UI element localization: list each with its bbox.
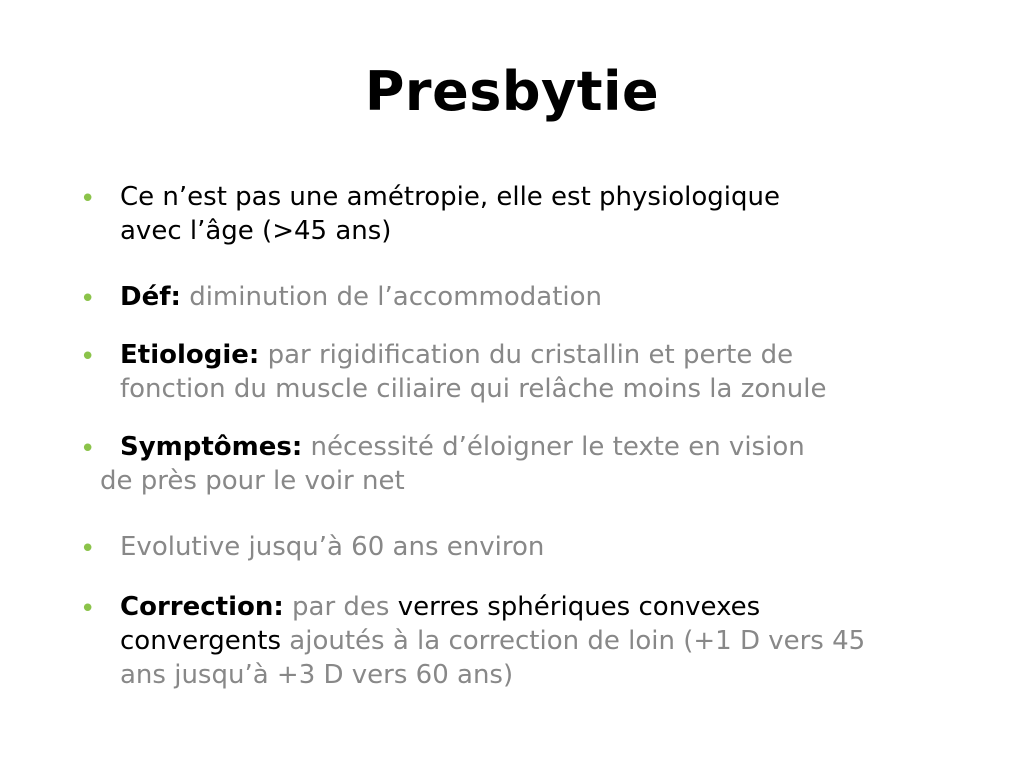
bullet-text: de près pour le voir net — [100, 466, 405, 496]
bullet-text: avec l’âge (>45 ans) — [120, 216, 392, 246]
bullet-text: Evolutive jusqu’à 60 ans environ — [120, 532, 545, 562]
slide-title: Presbytie — [364, 60, 660, 123]
bullet-body — [120, 590, 980, 692]
bullet-text: nécessité d’éloigner le texte en vision — [310, 432, 805, 462]
bullet-label: Etiologie: — [120, 340, 260, 370]
bullet-dot-icon: • — [80, 534, 96, 564]
bullet-emphasis: verres sphériques convexes — [397, 592, 761, 622]
bullet-text: par rigidification du cristallin et perte de — [267, 340, 794, 370]
bullet-text: par des — [292, 592, 390, 622]
bullet-label: Correction: — [120, 592, 284, 622]
bullet-body — [120, 338, 980, 406]
bullet-dot-icon: • — [80, 594, 96, 624]
bullet-text: ans jusqu’à +3 D vers 60 ans) — [120, 660, 514, 690]
bullet-dot-icon: • — [80, 184, 96, 214]
bullet-label: Déf: — [120, 282, 181, 312]
bullet-body — [120, 180, 980, 248]
bullet-body — [120, 280, 980, 314]
bullet-text: ajoutés à la correction de loin (+1 D vers 45 — [289, 626, 866, 656]
bullet-text: Ce n’est pas une amétropie, elle est physiologique — [120, 182, 780, 212]
bullet-dot-icon: • — [80, 434, 96, 464]
bullet-text: fonction du muscle ciliaire qui relâche moins la zonule — [120, 374, 827, 404]
bullet-dot-icon: • — [80, 342, 96, 372]
bullet-dot-icon: • — [80, 284, 96, 314]
bullet-text: diminution de l’accommodation — [189, 282, 602, 312]
bullet-emphasis: convergents — [120, 626, 282, 656]
bullet-label: Symptômes: — [120, 432, 303, 462]
bullet-body — [100, 430, 980, 498]
bullet-body — [120, 530, 980, 564]
